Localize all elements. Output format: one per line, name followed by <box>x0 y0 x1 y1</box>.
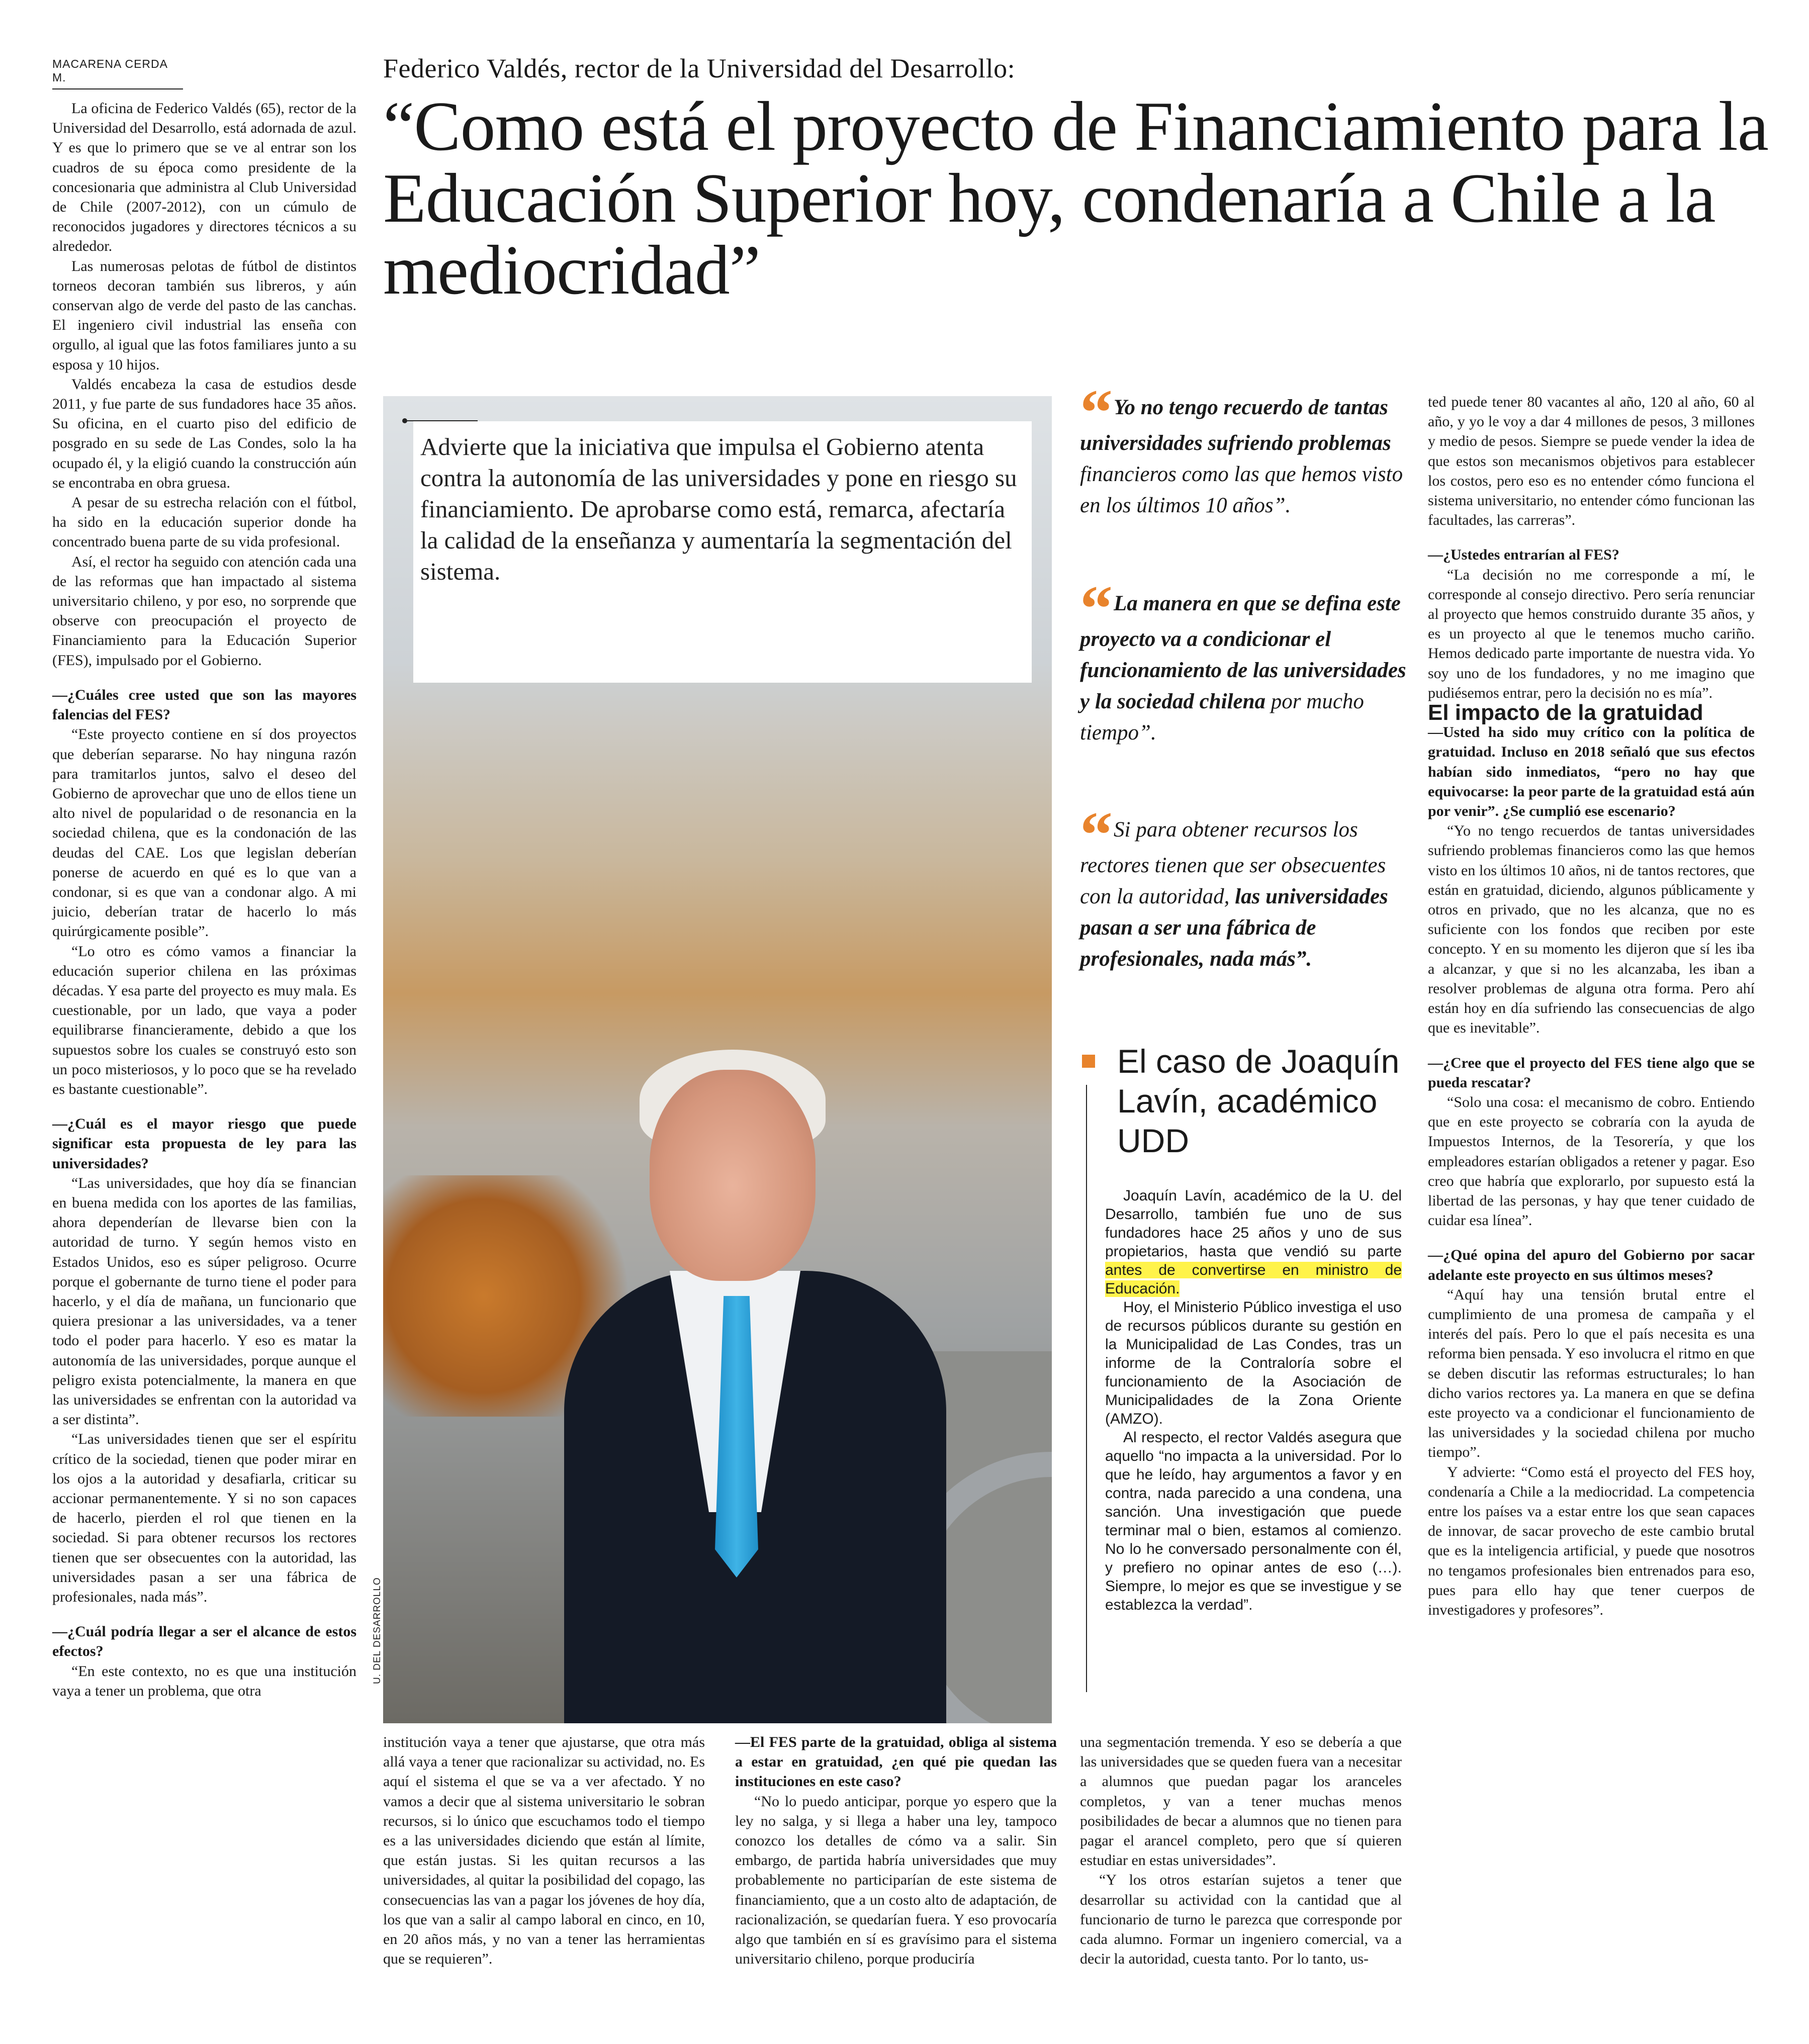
question: —¿Cree que el proyecto del FES tiene algo que se pueda rescatar? <box>1428 1054 1755 1091</box>
paragraph: “No lo puedo anticipar, porque yo espero que la ley no salga, y si llega a haber una ley, tampoco conozco los detalles de cómo va a salir. Sin embargo, de partida habría universidades que muy probablemente no participarían de este sistema de financiamiento, que a un costo alto de adaptación, de racionalización, se quedarían fuera. Y eso provocaría algo que también en sí es gravísimo para el sistema universitario chileno, porque produciría <box>735 1793 1057 1968</box>
paragraph: “En este contexto, no es que una institución vaya a tener un problema, que otra <box>52 1662 356 1699</box>
quote-mark-icon: “ <box>1080 799 1109 871</box>
subhead: El impacto de la gratuidad <box>1428 700 1703 725</box>
highlighted-text: antes de convertirse en ministro de Educación. <box>1105 1262 1402 1297</box>
paragraph: La oficina de Federico Valdés (65), rector de la Universidad del Desarrollo, está adornada de azul. Y es que lo primero que se ve al entrar son los cuadros de su época como presidente de la concesionaria que administra al Club Universidad de Chile (2007-2012), con un cúmulo de reconocidos jugadores y directores técnicos a su alrededor. <box>52 100 356 255</box>
paragraph: “Solo una cosa: el mecanismo de cobro. Entiendo que en este proyecto se cobraría con la ayuda de Impuestos Internos, de la Tesorería, y que los empleadores estarían obligados a retener y pagar. Eso creo que habría que explorarlo, por supuesto está la libertad de las personas, y hay que tener cuidado de cuidar esa línea”. <box>1428 1093 1755 1229</box>
paragraph: “Lo otro es cómo vamos a financiar la educación superior chilena en las próximas décadas. Y esa parte del proyecto es muy mala. Es cuestionable, por un lado, que vaya a poder equilibrarse financieramente, debido a que los supuestos sobre los cuales se construyó esto son un poco misteriosos, y lo poco que se ha revelado es bastante cuestionable”. <box>52 943 356 1097</box>
box-paragraph: Al respecto, el rector Valdés asegura que aquello “no impacta a la universidad. Por lo que he leído, hay argumentos a favor y en contra, nada parecido a una condena, una sanción. Una investigación que puede terminar mal o bien, estamos al comienzo. No lo he conversado personalmente con él, y prefiero no opinar antes de eso (…). Siempre, lo mejor es que se investigue y se establezca la verdad”. <box>1105 1429 1402 1613</box>
question: —¿Cuáles cree usted que son las mayores falencias del FES? <box>52 686 356 723</box>
box-body <box>1105 1186 1402 1614</box>
paragraph: “Las universidades tienen que ser el espíritu crítico de la sociedad, tienen que poder mirar en los ojos a la autoridad y desafiarla, criticar su accionar permanentemente. Y si no son capaces de hacerlo, pierden el rol que tienen en la sociedad. Si para obtener recursos los rectores tienen que ser obsecuentes con la autoridad, las universidades pasan a ser una fábrica de profesionales, nada más”. <box>52 1431 356 1606</box>
question: —El FES parte de la gratuidad, obliga al sistema a estar en gratuidad, ¿en qué pie quedan las instituciones en este caso? <box>735 1734 1057 1790</box>
pull-quote-3: “ Si para obtener recursos los rectores tienen que ser obsecuentes con la autoridad, las universidades pasan a ser una fábrica de profesionales, nada más”. <box>1080 799 1388 971</box>
paragraph: A pesar de su estrecha relación con el fútbol, ha sido en la educación superior donde ha concentrado buena parte de su vida profesional. <box>52 494 356 550</box>
byline: MACARENA CERDA M. <box>52 57 183 89</box>
box-title: El caso de Joaquín Lavín, académico UDD <box>1117 1043 1400 1159</box>
paragraph: “Y los otros estarían sujetos a tener que desarrollar su actividad con la cantidad que al funcionario de turno le parezca que corresponde por cada alumno. Formar un ingeniero comercial, va a decir la autoridad, cuesta tanto. Por lo tanto, us- <box>1080 1872 1402 1968</box>
box-paragraph: Joaquín Lavín, académico de la U. del Desarrollo, también fue uno de sus fundadores hace 25 años y uno de sus propietarios, hasta que vendió su parte antes de convertirse en ministro de Educación. <box>1105 1187 1402 1297</box>
paragraph: “Las universidades, que hoy día se financian en buena medida con los aportes de las familias, ahora dependerían de llevarse bien con la autoridad de turno. Y según hemos visto en Estados Unidos, eso es súper peligroso. Ocurre porque el gobernante de turno tiene el poder para hacerlo, y el día de mañana, un funcionario que quiera presionar a las universidades, va a tener todo el poder para hacerlo. Y eso es matar la autonomía de las universidades, porque aunque el peligro exista potencialmente, la manera en que las universidades se enfrentan con la autoridad va a ser distinta”. <box>52 1174 356 1428</box>
deck: Advierte que la iniciativa que impulsa el Gobierno atenta contra la autonomía de las universidades y pone en riesgo su financiamiento. De aprobarse como está, remarca, afectaría la calidad de la enseñanza y aumentaría la segmentación del sistema. <box>420 433 1017 585</box>
paragraph: Y advierte: “Como está el proyecto del FES hoy, condenaría a Chile a la mediocridad. La competencia entre los países va a estar entre los que sean capaces de innovar, de sacar provecho de este cambio brutal que es la inteligencia artificial, y puede que nosotros no tengamos profesionales bien entrenados para eso, pues para ello hay que tener cuerpos de investigadores y profesores”. <box>1428 1463 1755 1618</box>
column-3 <box>735 1732 1057 1969</box>
paragraph: “Este proyecto contiene en sí dos proyectos que deberían separarse. No hay ninguna razón para tramitarlos juntos, salvo el deseo del Gobierno de aprovechar que uno de ellos tiene un alto nivel de popularidad o de resonancia en la sociedad chilena, que es la condonación de las deudas del CAE. Los que legislan deberían ponerse de acuerdo en qué es lo que van a condonar, si es que van a condonar algo. A mi juicio, deberían tratar de hacerlo lo más quirúrgicamente posible”. <box>52 726 356 940</box>
paragraph: ted puede tener 80 vacantes al año, 120 al año, 60 al año, y yo le voy a dar 4 millones de pesos, 3 millones y medio de pesos. Siempre se puede vender la idea de que estos son mecanismos objetivos para establecer los costos, pero eso es no entender cómo funciona el sistema universitario, no entender cómo funcionan las facultades, las carreras”. <box>1428 394 1755 529</box>
kicker: Federico Valdés, rector de la Universidad del Desarrollo: <box>383 53 1016 83</box>
paragraph: “La decisión no me corresponde a mí, le corresponde al consejo directivo. Pero sería renunciar al proyecto que hemos construido durante 35 años, y es un proyecto al que le tenemos mucho cariño. Hemos dedicado parte importante de nuestra vida. Yo soy uno de los fundadores, y no me imagino que pudiésemos entrar, pero la decisión no es mía”. <box>1428 566 1755 701</box>
paragraph: una segmentación tremenda. Y eso se debería a que las universidades que se queden fuera van a necesitar a alumnos que puedan pagar los aranceles completos, y van a tener muchas menos posibilidades de becar a alumnos que no tienen para pagar el arancel completo, pero que sí quieren estudiar en estas universidades”. <box>1080 1734 1402 1869</box>
paragraph: Así, el rector ha seguido con atención cada una de las reformas que han impactado al sistema universitario chileno, y por eso, no sorprende que observe con preocupación el proyecto de Financiamiento para la Educación Superior (FES), impulsado por el Gobierno. <box>52 553 356 669</box>
deck-rule <box>407 420 478 421</box>
quote-mark-icon: “ <box>1080 573 1109 645</box>
paragraph: institución vaya a tener que ajustarse, que otra más allá vaya a tener que racionalizar su actividad, no. Es aquí el sistema el que se va a ver afectado. Y no vamos a decir que al sistema universitario le sobran recursos, si lo único que escuchamos todo el tiempo es a las universidades diciendo que están al límite, que están justas. Si les quitan recursos a las universidades, al quitar la posibilidad del copago, las consecuencias las van a pagar los jóvenes de hoy día, los que van a salir al campo laboral en cinco, en 10, en 20 años más, y no van a tener las herramientas que se requieren”. <box>383 1734 705 1968</box>
question: —¿Cuál podría llegar a ser el alcance de estos efectos? <box>52 1623 356 1660</box>
question: —¿Ustedes entrarían al FES? <box>1428 546 1619 564</box>
paragraph: Valdés encabeza la casa de estudios desde 2011, y fue parte de sus fundadores hace 35 años. Su oficina, en el cuarto piso del edificio de posgrado en su sede de Las Condes, solo la ha ocupado él, y la eligió cuando la construcción aún se encontraba en obra gruesa. <box>52 376 356 491</box>
photo-credit: U. DEL DESARROLLO <box>372 1577 383 1684</box>
paragraph: “Aquí hay una tensión brutal entre el cumplimiento de una promesa de campaña y el interés del país. Pero lo que el país necesita es una reforma bien pensada. Y eso involucra el ritmo en que se deben discutir las reformas estructurales; lo han dicho varios rectores ya. La manera en que se defina este proyecto va a condicionar el funcionamiento de las universidades y la sociedad chilena por mucho tiempo”. <box>1428 1286 1755 1461</box>
question: —¿Cuál es el mayor riesgo que puede significar esta propuesta de ley para las universidades? <box>52 1116 356 1172</box>
pull-quote-2: “ La manera en que se defina este proyecto va a condicionar el funcionamiento de las universidades y la sociedad chilena por mucho tiempo”. <box>1080 573 1406 745</box>
paragraph: Las numerosas pelotas de fútbol de distintos torneos decoran también sus libreros, y aún conservan algo de verde del pasto de las canchas. El ingeniero civil industrial las enseña con orgullo, al igual que las fotos familiares junto a su esposa y 10 hijos. <box>52 257 356 373</box>
quote-mark-icon: “ <box>1080 377 1109 449</box>
box-rule <box>1086 1085 1087 1692</box>
column-1 <box>52 99 356 1701</box>
column-5 <box>1428 392 1755 1620</box>
pull-quote-1: “ Yo no tengo recuerdo de tantas universidades sufriendo problemas financieros como las que hemos visto en los últimos 10 años”. <box>1080 377 1403 517</box>
paragraph: “Yo no tengo recuerdos de tantas universidades sufriendo problemas financieros como las que hemos visto en los últimos 10 años, ni de tantos rectores, que están en gratuidad, diciendo, algunos públicamente y otros en privado, que no les alcanza, que no es suficiente con los fondos que reciben por este concepto. Y en su momento les dijeron que sí les iba a alcanzar, y que si no les alcanzaba, les iban a resolver problemas de alguna otra forma. Pero ahí están hoy en día sufriendo las consecuencias de algo que es inevitable”. <box>1428 822 1755 1037</box>
headline: “Como está el proyecto de Financiamiento para la Educación Superior hoy, condenaría a Chile a la mediocridad” <box>383 87 1768 309</box>
question: —Usted ha sido muy crítico con la política de gratuidad. Incluso en 2018 señaló que sus efectos habían sido inmediatos, “pero no hay que equivocarse: la peor parte de la gratuidad está aún por venir”. ¿Se cumplió ese escenario? <box>1428 724 1755 820</box>
box-accent-square <box>1082 1055 1095 1068</box>
box-paragraph: Hoy, el Ministerio Público investiga el uso de recursos públicos durante su gestión en la Municipalidad de Las Condes, tras un informe de la Contraloría sobre el funcionamiento de la Asociación de Municipalidades de la Zona Oriente (AMZO). <box>1105 1299 1402 1427</box>
column-4 <box>1080 1732 1402 1969</box>
column-2 <box>383 1732 705 1969</box>
question: —¿Qué opina del apuro del Gobierno por sacar adelante este proyecto en sus últimos meses? <box>1428 1247 1755 1283</box>
portrait-photo <box>383 396 1052 1723</box>
deck-bullet-icon <box>402 418 407 423</box>
